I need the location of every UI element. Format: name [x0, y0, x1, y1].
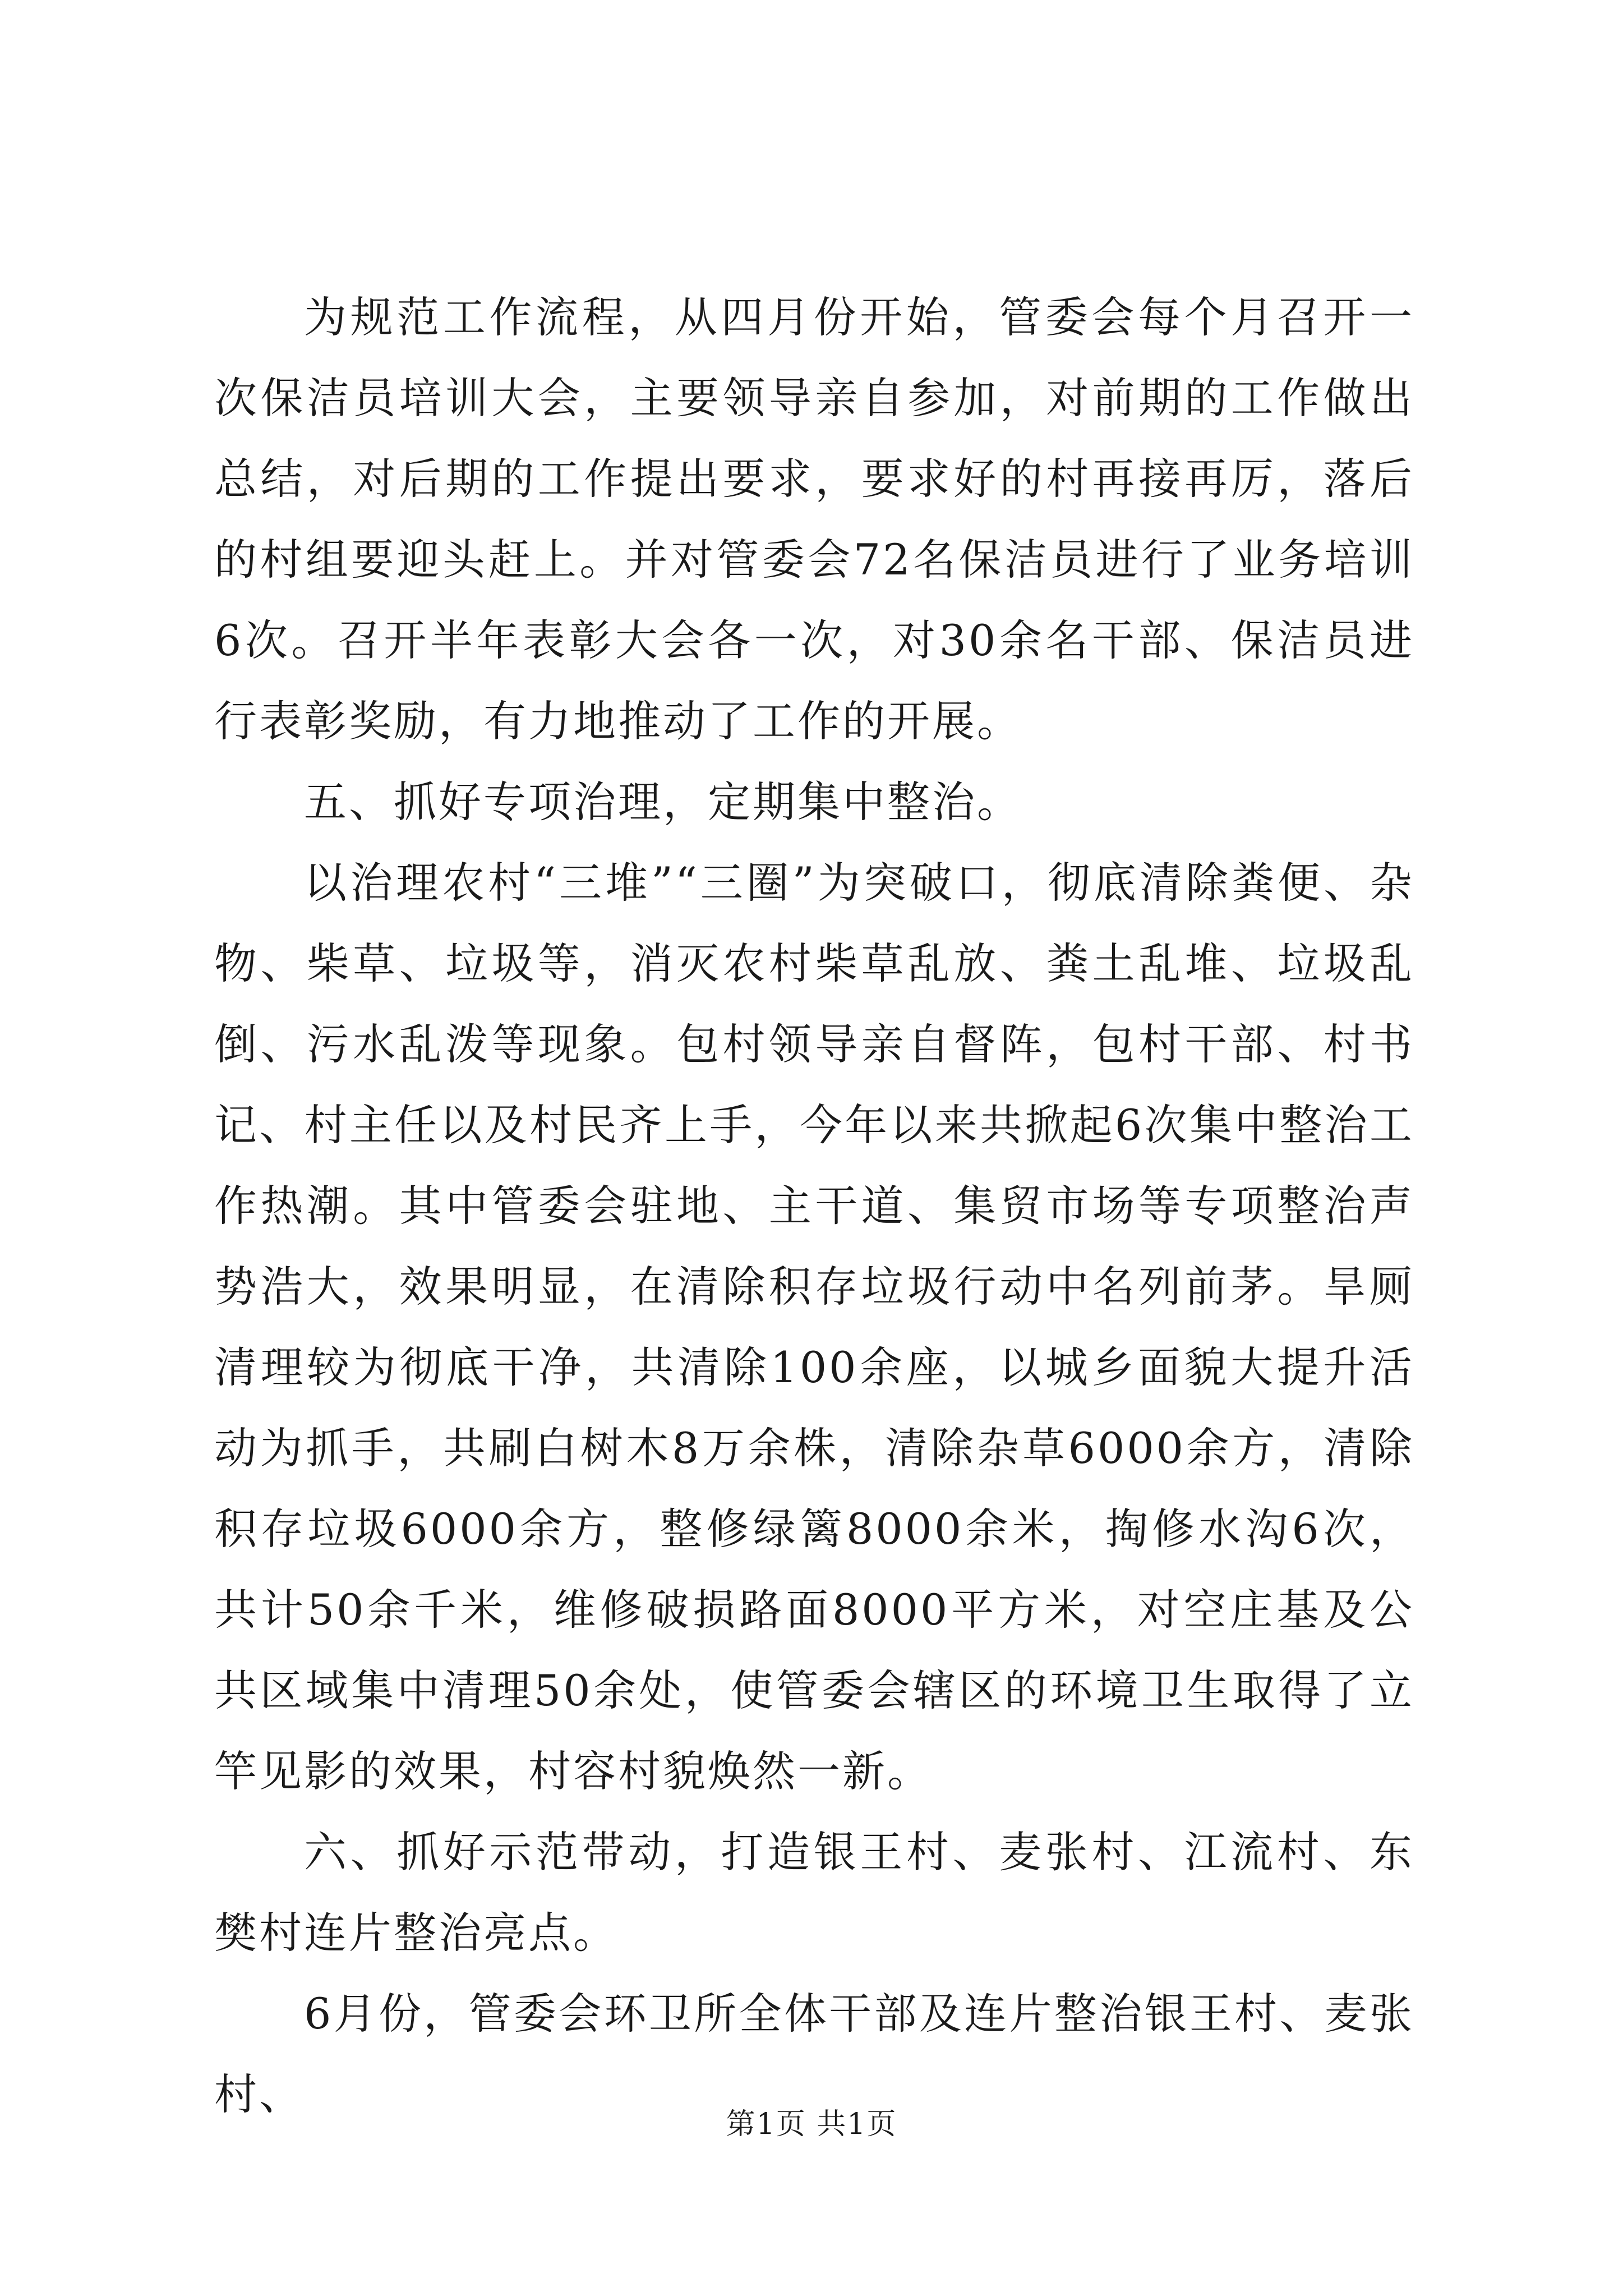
- page-number-footer: 第1页 共1页: [726, 2108, 897, 2141]
- paragraph-rural-cleanup: 以治理农村“三堆”“三圈”为突破口，彻底清除粪便、杂物、柴草、垃圾等，消灭农村柴草乱放、粪土乱堆、垃圾乱倒、污水乱泼等现象。包村领导亲自督阵，包村干部、村书记、村主任以及村民齐上手，今年以来共掀起6次集中整治工作热潮。其中管委会驻地、主干道、集贸市场等专项整治声势浩大，效果明显，在清除积存垃圾行动中名列前茅。旱厕清理较为彻底干净，共清除100余座，以城乡面貌大提升活动为抓手，共刷白树木8万余株，清除杂草6000余方，清除积存垃圾6000余方，整修绿篱8000余米，掏修水沟6次，共计50余千米，维修破损路面8000平方米，对空庄基及公共区域集中清理50余处，使管委会辖区的环境卫生取得了立竿见影的效果，村容村貌焕然一新。: [214, 858, 1414, 1796]
- paragraph-june-activity: 6月份，管委会环卫所全体干部及连片整治银王村、麦张村、: [214, 1989, 1414, 2119]
- heading-demonstration-villages: 六、抓好示范带动，打造银王村、麦张村、江流村、东樊村连片整治亮点。: [214, 1827, 1414, 1958]
- heading-special-governance: 五、抓好专项治理，定期集中整治。: [304, 777, 1022, 827]
- document-body: [214, 277, 1414, 2135]
- paragraph-cleaner-training: 为规范工作流程，从四月份开始，管委会每个月召开一次保洁员培训大会，主要领导亲自参加，对前期的工作做出总结，对后期的工作提出要求，要求好的村再接再厉，落后的村组要迎头赶上。并对管委会72名保洁员进行了业务培训6次。召开半年表彰大会各一次，对30余名干部、保洁员进行表彰奖励，有力地推动了工作的开展。: [214, 292, 1414, 746]
